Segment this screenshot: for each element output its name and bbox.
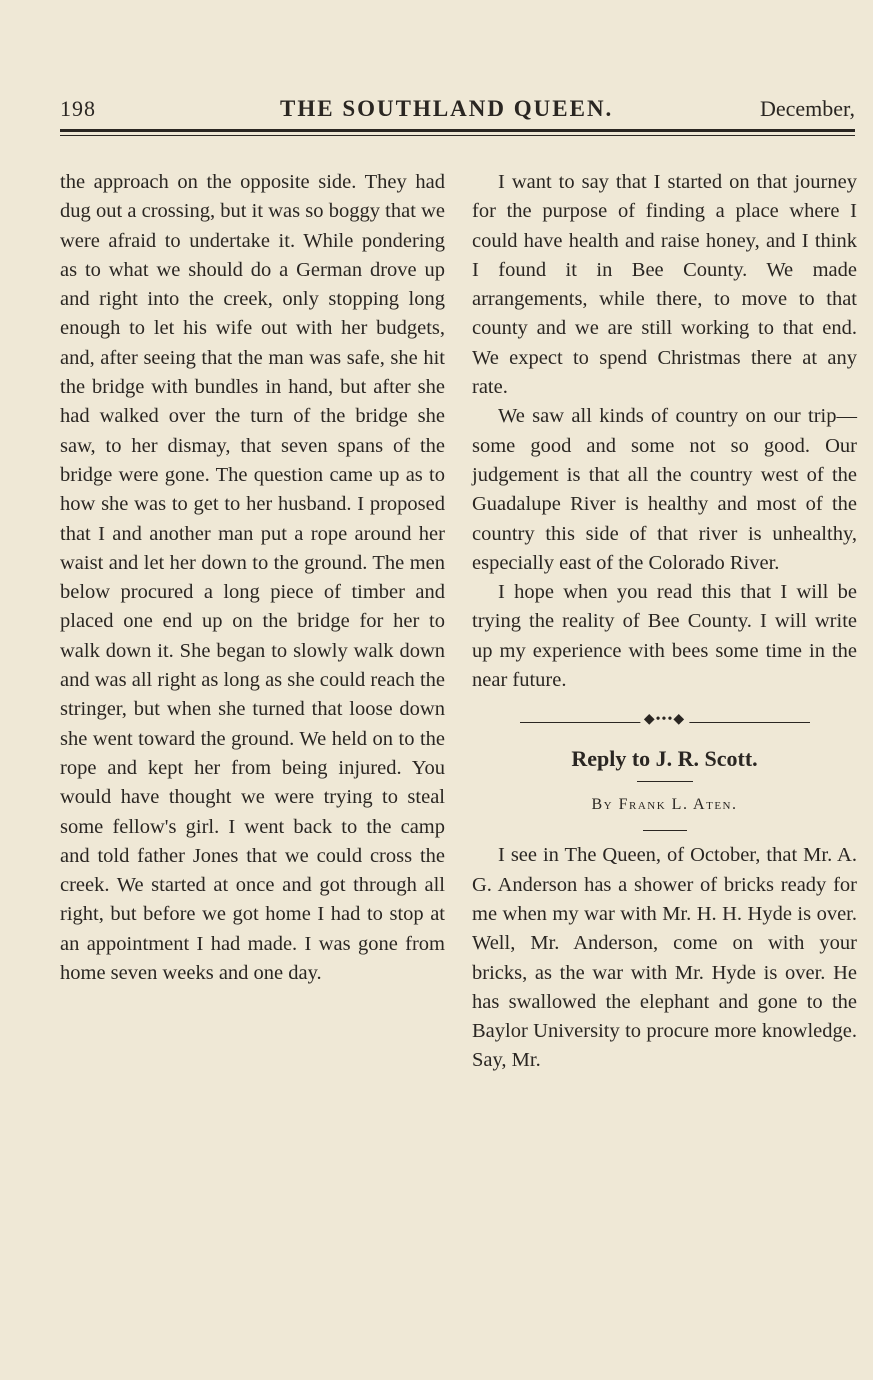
issue-month: December,	[759, 96, 855, 121]
byline-rule	[643, 830, 687, 831]
article-title: Reply to J. R. Scott.	[571, 746, 758, 772]
header-rule-thin	[60, 135, 855, 136]
page-number: 198	[60, 96, 96, 121]
left-paragraph-1: the approach on the opposite side. They had dug out a crossing, but it was so boggy that we were afraid to undertake it. While pondering as to what we should do a German drove up and right into the creek, only stopping long enough to let his wife out with her budgets, and, after seeing that the man was safe, she hit the bridge with bundles in hand, but after she had walked over the turn of the bridge she saw, to her dismay, that seven spans of the bridge were gone. The question came up as to how she was to get to her husband. I proposed that I and another man put a rope around her waist and let her down to the ground. The men below procured a long piece of timber and placed one end up on the bridge for her to walk down it. She began to slowly walk down and was all right as long as she could reach the stringer, but when she turned that loose down she went toward the ground. We held on to the rope and kept her from being injured. You would have thought we were trying to steal some fellow's girl. I went back to the camp and told father Jones that we could cross the creek. We started at once and got through all right, but before we got home I had to stop at an appointment I had made. I was gone from home seven weeks and one day.	[60, 171, 445, 985]
left-column	[60, 168, 445, 988]
page-header	[60, 96, 855, 132]
title-underline	[637, 781, 693, 782]
header-rule-thick	[60, 129, 855, 132]
section-divider-ornament	[520, 712, 810, 728]
right-paragraph-2: We saw all kinds of country on our trip—some good and some not so good. Our judgement is that all the country west of the Guadalupe River is healthy and most of the country this side of that river is unhealthy, especially east of the Colorado River.	[472, 405, 857, 574]
right-paragraph-4: I see in The Queen, of October, that Mr. A. G. Anderson has a shower of bricks ready for me when my war with Mr. H. H. Hyde is over. Well, Mr. Anderson, come on with your bricks, as the war with Mr. Hyde is over. He has swallowed the elephant and gone to the Baylor University to procure more knowledge. Say, Mr.	[472, 844, 857, 1072]
right-paragraph-1: I want to say that I started on that journey for the purpose of finding a place where I could have health and raise honey, and I think I found it in Bee County. We made arrangements, while there, to move to that county and we are still working to that end. We expect to spend Christmas there at any rate.	[472, 171, 857, 399]
right-paragraph-3: I hope when you read this that I will be trying the reality of Bee County. I will write up my experience with bees some time in the near future.	[472, 581, 857, 692]
divider-glyphs: ◆•••◆	[640, 710, 689, 730]
journal-title: THE SOUTHLAND QUEEN.	[280, 96, 614, 121]
article-byline: By Frank L. Aten.	[591, 796, 738, 814]
right-column	[472, 168, 857, 1076]
